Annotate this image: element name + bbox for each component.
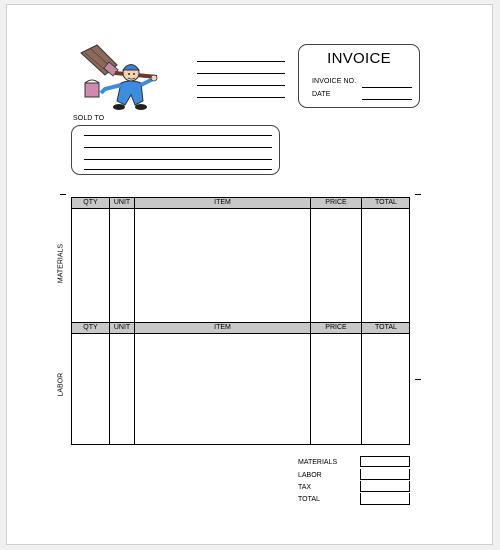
col-qty: QTY — [83, 324, 98, 331]
line-items-table — [71, 197, 410, 445]
totals-total-field[interactable] — [360, 493, 410, 505]
invoice-no-label: INVOICE NO. — [312, 78, 357, 85]
company-line-3 — [197, 85, 285, 86]
invoice-no-field[interactable] — [362, 87, 412, 88]
invoice-sheet — [6, 4, 493, 545]
column-divider — [361, 198, 362, 444]
sold-to-line-4[interactable] — [84, 169, 272, 170]
totals-tax-label: TAX — [298, 484, 312, 491]
totals-labor-label: LABOR — [298, 472, 322, 479]
sold-to-box — [71, 125, 280, 175]
sold-to-line-2[interactable] — [84, 147, 272, 148]
totals-materials-field[interactable] — [360, 456, 410, 467]
sold-to-line-3[interactable] — [84, 159, 272, 160]
materials-side-label: MATERIALS — [57, 243, 65, 284]
col-unit: UNIT — [113, 199, 131, 206]
date-field[interactable] — [362, 99, 412, 100]
company-line-2 — [197, 73, 285, 74]
totals-materials-label: MATERIALS — [298, 459, 338, 466]
col-price: PRICE — [325, 199, 347, 206]
column-divider — [134, 198, 135, 444]
invoice-info-box — [298, 44, 420, 108]
col-unit: UNIT — [113, 324, 131, 331]
col-total: TOTAL — [375, 199, 397, 206]
labor-header-row — [72, 322, 409, 334]
sold-to-line-1[interactable] — [84, 135, 272, 136]
labor-side-label: LABOR — [57, 372, 65, 397]
col-item: ITEM — [214, 324, 231, 331]
painter-icon — [75, 43, 175, 115]
col-price: PRICE — [325, 324, 347, 331]
col-qty: QTY — [83, 199, 98, 206]
company-line-1 — [197, 61, 285, 62]
totals-tax-field[interactable] — [360, 481, 410, 492]
margin-tick — [415, 379, 421, 380]
company-line-4 — [197, 97, 285, 98]
materials-header-row — [72, 198, 409, 209]
totals-labor-field[interactable] — [360, 469, 410, 480]
column-divider — [310, 198, 311, 444]
col-item: ITEM — [214, 199, 231, 206]
margin-tick — [60, 194, 66, 195]
sold-to-label: SOLD TO — [73, 115, 105, 122]
invoice-title: INVOICE — [327, 50, 391, 67]
column-divider — [109, 198, 110, 444]
col-total: TOTAL — [375, 324, 397, 331]
totals-total-label: TOTAL — [298, 496, 320, 503]
date-label: DATE — [312, 91, 331, 98]
margin-tick — [415, 194, 421, 195]
